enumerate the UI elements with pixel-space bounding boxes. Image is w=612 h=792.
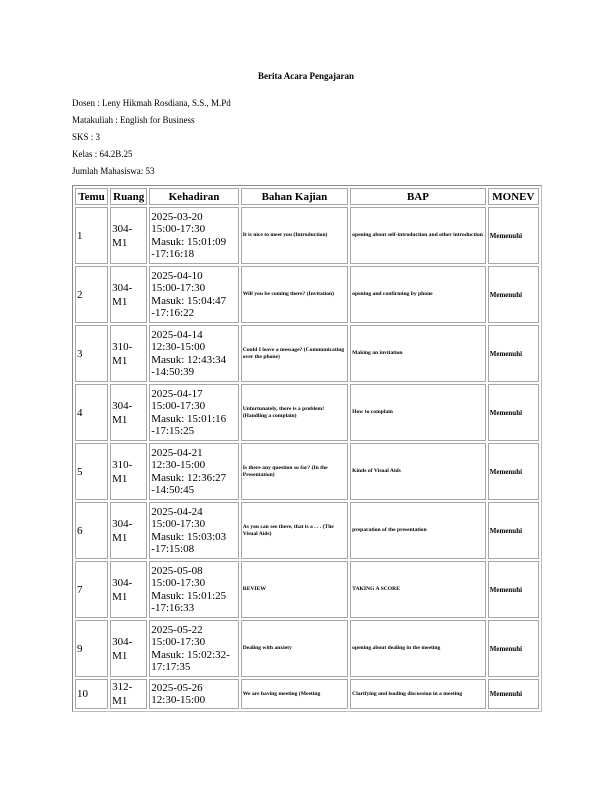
cell-ruang: 304-M1 (110, 207, 147, 264)
attendance-line: 2025-04-24 (151, 505, 203, 518)
meta-credits (72, 132, 100, 143)
cell-kehadiran (149, 384, 238, 441)
meta-label: SKS : (72, 132, 96, 142)
cell-bap: TAKING A SCORE (350, 561, 486, 618)
cell-bahan-kajian: REVIEW (241, 561, 348, 618)
cell-kehadiran (149, 502, 238, 559)
cell-ruang: 304-M1 (110, 620, 147, 677)
cell-bap: How to complain (350, 384, 486, 441)
attendance-line: 2025-03-20 (151, 210, 203, 223)
meta-students (72, 166, 155, 177)
attendance-line: 17:17:35 (151, 661, 191, 673)
meta-value: Leny Hikmah Rosdiana, S.S., M.Pd (102, 98, 231, 108)
header-ruang: Ruang (110, 188, 147, 205)
cell-ruang: 310-M1 (110, 443, 147, 500)
cell-bahan-kajian: As you can see there, that is a . . . (The Visual Aids) (241, 502, 348, 559)
attendance-line: 2025-05-08 (151, 564, 203, 577)
attendance-line: -17:16:18 (151, 248, 195, 260)
cell-bahan-kajian: It is nice to meet you (Introduction) (241, 207, 348, 264)
document-title: Berita Acara Pengajaran (258, 71, 354, 81)
table-row (75, 443, 539, 500)
cell-monev: Memenuhi (488, 325, 539, 382)
cell-kehadiran (149, 620, 238, 677)
cell-ruang: 304-M1 (110, 561, 147, 618)
meta-value: 64.2B.25 (99, 149, 133, 159)
cell-bahan-kajian: Could I leave a message? (Communicating over the phone) (241, 325, 348, 382)
cell-monev: Memenuhi (488, 502, 539, 559)
meta-value: 53 (145, 166, 155, 176)
cell-bahan-kajian: Unfortunately, there is a problem! (Handling a complain) (241, 384, 348, 441)
cell-bap: opening and confirming by phone (350, 266, 486, 323)
attendance-line: Masuk: 12:36:27 (151, 471, 227, 484)
cell-bap: Making an invitation (350, 325, 486, 382)
cell-ruang: 310-M1 (110, 325, 147, 382)
cell-monev: Memenuhi (488, 679, 539, 709)
cell-kehadiran (149, 679, 238, 709)
attendance-line: -17:16:33 (151, 602, 195, 614)
table-header-row (75, 188, 539, 205)
cell-kehadiran (149, 443, 238, 500)
attendance-line: Masuk: 15:01:25 (151, 589, 227, 602)
header-temu: Temu (75, 188, 108, 205)
attendance-line: Masuk: 12:43:34 (151, 353, 227, 366)
cell-bap: opening about dealing in the meeting (350, 620, 486, 677)
attendance-line: 15:00-17:30 (151, 577, 206, 589)
attendance-line: 2025-04-21 (151, 446, 203, 459)
cell-monev: Memenuhi (488, 384, 539, 441)
attendance-line: 2025-04-14 (151, 328, 203, 341)
header-bahan-kajian: Bahan Kajian (241, 188, 348, 205)
cell-bap: Kinds of Visual Aids (350, 443, 486, 500)
attendance-line: 12:30-15:00 (151, 694, 206, 706)
meta-label: Matakuliah : (72, 115, 120, 125)
table-row (75, 207, 539, 264)
meta-value: 3 (95, 132, 101, 142)
meta-label: Kelas : (72, 149, 100, 159)
cell-temu: 1 (75, 207, 108, 264)
cell-temu: 10 (75, 679, 108, 709)
meta-lecturer (72, 98, 231, 109)
cell-temu: 2 (75, 266, 108, 323)
cell-bahan-kajian: Is there any question so far? (In the Presentation) (241, 443, 348, 500)
header-monev: MONEV (488, 188, 539, 205)
meta-value: English for Business (120, 115, 195, 125)
meta-course (72, 115, 195, 126)
cell-bahan-kajian: Will you be coming there? (Invitation) (241, 266, 348, 323)
table-row (75, 384, 539, 441)
cell-kehadiran (149, 561, 238, 618)
header-kehadiran: Kehadiran (149, 188, 238, 205)
cell-monev: Memenuhi (488, 266, 539, 323)
attendance-line: 2025-05-26 (151, 681, 203, 694)
cell-temu: 7 (75, 561, 108, 618)
cell-monev: Memenuhi (488, 207, 539, 264)
cell-temu: 4 (75, 384, 108, 441)
attendance-line: 15:00-17:30 (151, 636, 206, 648)
table-row (75, 502, 539, 559)
cell-bahan-kajian: We are having meeting (Meeting (241, 679, 348, 709)
meta-label: Jumlah Mahasiswa: (72, 166, 146, 176)
attendance-line: 15:00-17:30 (151, 282, 206, 294)
cell-bap: preparation of the presentation (350, 502, 486, 559)
meta-class (72, 149, 133, 160)
table-row (75, 325, 539, 382)
attendance-line: Masuk: 15:01:09 (151, 235, 227, 248)
attendance-line: -14:50:45 (151, 484, 195, 496)
attendance-line: 12:30-15:00 (151, 341, 206, 353)
header-bap: BAP (350, 188, 486, 205)
attendance-line: -17:15:08 (151, 543, 195, 555)
attendance-line: 2025-04-10 (151, 269, 203, 282)
cell-temu: 9 (75, 620, 108, 677)
table-row (75, 561, 539, 618)
cell-bahan-kajian: Dealing with anxiety (241, 620, 348, 677)
cell-ruang: 304-M1 (110, 502, 147, 559)
cell-monev: Memenuhi (488, 620, 539, 677)
cell-ruang: 304-M1 (110, 266, 147, 323)
attendance-line: 12:30-15:00 (151, 459, 206, 471)
cell-kehadiran (149, 325, 238, 382)
cell-kehadiran (149, 207, 238, 264)
attendance-line: 15:00-17:30 (151, 400, 206, 412)
cell-temu: 3 (75, 325, 108, 382)
attendance-line: -14:50:39 (151, 366, 195, 378)
table-row (75, 266, 539, 323)
cell-temu: 6 (75, 502, 108, 559)
meta-label: Dosen : (72, 98, 102, 108)
cell-monev: Memenuhi (488, 561, 539, 618)
attendance-line: -17:16:22 (151, 307, 195, 319)
cell-kehadiran (149, 266, 238, 323)
table-row (75, 679, 539, 709)
teaching-record-table (72, 185, 542, 712)
attendance-line: -17:15:25 (151, 425, 195, 437)
attendance-line: Masuk: 15:04:47 (151, 294, 227, 307)
cell-bap: Clarifying and leading discussion in a meeting (350, 679, 486, 709)
table-row (75, 620, 539, 677)
cell-monev: Memenuhi (488, 443, 539, 500)
attendance-line: 15:00-17:30 (151, 223, 206, 235)
attendance-line: Masuk: 15:02:32- (151, 648, 230, 661)
cell-temu: 5 (75, 443, 108, 500)
attendance-line: 15:00-17:30 (151, 518, 206, 530)
cell-ruang: 312-M1 (110, 679, 147, 709)
attendance-line: 2025-05-22 (151, 623, 203, 636)
cell-bap: opening about self-introduction and other introduction (350, 207, 486, 264)
attendance-line: Masuk: 15:03:03 (151, 530, 227, 543)
attendance-line: 2025-04-17 (151, 387, 203, 400)
attendance-line: Masuk: 15:01:16 (151, 412, 227, 425)
cell-ruang: 304-M1 (110, 384, 147, 441)
